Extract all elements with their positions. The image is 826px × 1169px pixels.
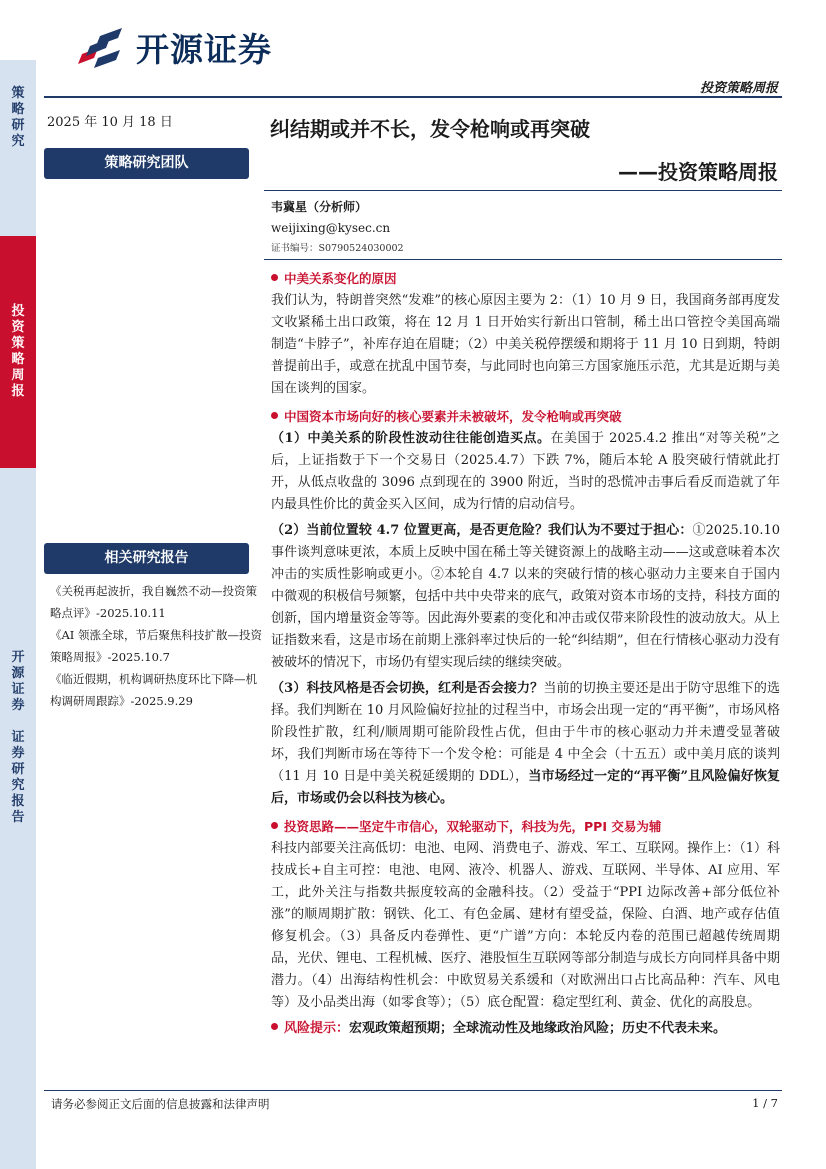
analyst-name: 韦冀星（分析师）	[271, 200, 368, 214]
bullet-icon	[271, 822, 278, 829]
analyst-cert: 证书编号：S0790524030002	[271, 243, 404, 254]
paragraph: （1）中美关系的阶段性波动往往能创造买点。在美国于 2025.4.2 推出“对等关税”之后，上证指数于下一个交易日（2025.4.7）下跌 7%，随后本轮 A 股突破行情就此打开，从低点收盘的 3096 点到现在的 3900 附近，当时的恐慌冲击事后看反而造就了年内最具性价比的黄金买入区间，成为行情的启动信号。	[271, 431, 780, 512]
team-label: 策略研究团队	[44, 148, 249, 179]
side-label-bottom: 开 源 证 券 证 券 研 究 报 告	[11, 650, 25, 825]
bullet-icon	[271, 1023, 278, 1030]
side-label-top: 策 略 研 究	[11, 86, 25, 149]
section-heading: 中国资本市场向好的核心要素并未被破坏，发令枪响或再突破	[271, 406, 780, 428]
brand-logo-icon	[76, 24, 130, 70]
report-title: 纠结期或并不长，发令枪响或再突破	[270, 117, 590, 141]
analyst-divider-bottom	[264, 259, 782, 260]
report-type-tag: 投资策略周报	[699, 81, 778, 96]
analyst-divider-top	[264, 190, 782, 191]
risk-note: 风险提示：宏观政策超预期；全球流动性及地缘政治风险；历史不代表未来。	[271, 1018, 780, 1040]
report-body	[271, 266, 780, 1040]
page-number: 1 / 7	[752, 1096, 778, 1110]
section-heading: 中美关系变化的原因	[271, 268, 780, 290]
bullet-icon	[271, 412, 278, 419]
footer-divider	[44, 1090, 782, 1091]
related-reports-list	[50, 580, 262, 712]
paragraph: （3）科技风格是否会切换，红利是否会接力？当前的切换主要还是出于防守思维下的选择。我们判断在 10 月风险偏好拉扯的过程当中，市场会出现一定的“再平衡”，市场风格阶段性扩散，红利/顺周期可能阶段性占优，但由于牛市的核心驱动力并未遭受显著破坏，我们判断市场在等待下一个发令枪：可能是 4 中全会（十五五）或中美月底的谈判（11 月 10 日是中美关税延缓期的 DDL），当市场经过一定的“再平衡”且风险偏好恢复后，市场或仍会以科技为核心。	[271, 681, 780, 806]
related-report-link[interactable]: 《AI 领涨全球，节后聚焦科技扩散—投资策略周报》-2025.10.7	[50, 628, 263, 664]
analyst-email[interactable]: weijixing@kysec.cn	[271, 221, 391, 235]
brand-name: 开源证券	[136, 29, 272, 69]
paragraph: 科技内部要关注高低切：电池、电网、消费电子、游戏、军工、互联网。操作上：（1）科技成长+自主可控：电池、电网、液冷、机器人、游戏、互联网、半导体、AI 应用、军工，此外关注与指数共振度较高的金融科技。（2）受益于“PPI 边际改善+部分低位补涨”的顺周期扩散：钢铁、化工、有色金属、建材有望受益，保险、白酒、地产或存估值修复机会。（3）具备反内卷弹性、更“广谱”方向：本轮反内卷的范围已超越传统周期品，光伏、锂电、工程机械、医疗、港股恒生互联网等部分制造与成长方向同样具备中期潜力。（4）出海结构性机会：中欧贸易关系缓和（对欧洲出口占比高品种：汽车、风电等）及小品类出海（如零食等）；（5）底仓配置：稳定型红利、黄金、优化的高股息。	[271, 841, 780, 1010]
side-strip	[0, 60, 36, 1169]
header-divider	[44, 96, 782, 98]
report-subtitle: ——投资策略周报	[618, 160, 778, 184]
brand-logo	[76, 24, 272, 70]
side-label-middle: 投 资 策 略 周 报	[11, 304, 25, 399]
related-report-link[interactable]: 《关税再起波折，我自巍然不动—投资策略点评》-2025.10.11	[50, 584, 257, 620]
footer-disclaimer: 请务必参阅正文后面的信息披露和法律声明	[51, 1097, 270, 1111]
related-report-link[interactable]: 《临近假期，机构调研热度环比下降—机构调研周跟踪》-2025.9.29	[50, 672, 257, 708]
related-reports-heading: 相关研究报告	[44, 543, 249, 574]
section-heading: 投资思路——坚定牛市信心，双轮驱动下，科技为先，PPI 交易为辅	[271, 816, 780, 838]
paragraph: （2）当前位置较 4.7 位置更高，是否更危险？我们认为不要过于担心：①2025.10.10 事件谈判意味更浓，本质上反映中国在稀土等关键资源上的战略主动——这或意味着本次冲击的实质性影响或更小。②本轮自 4.7 以来的突破行情的核心驱动力主要来自于国内中微观的积极信号频繁，包括中共中央带来的底气，政策对资本市场的支持，科技方面的创新，国内增量资金等等。因此海外要素的变化和冲击或仅带来阶段性的波动放大。从上证指数来看，这是市场在前期上涨斜率过快后的一轮“纠结期”，但在行情核心驱动力没有被破坏的情况下，市场仍有望实现后续的继续突破。	[271, 523, 781, 670]
report-date: 2025 年 10 月 18 日	[47, 115, 173, 130]
bullet-icon	[271, 274, 278, 281]
paragraph: 我们认为，特朗普突然“发难”的核心原因主要为 2：（1）10 月 9 日，我国商务部再度发文收紧稀土出口政策，将在 12 月 1 日开始实行新出口管制，稀土出口管控令美国高端制造“卡脖子”，补库存迫在眉睫；（2）中美关税停摆缓和期将于 11 月 10 日到期，特朗普提前出手，或意在扰乱中国节奏，与此同时也向第三方国家施压示范，尤其是近期与美国在谈判的国家。	[271, 293, 780, 396]
